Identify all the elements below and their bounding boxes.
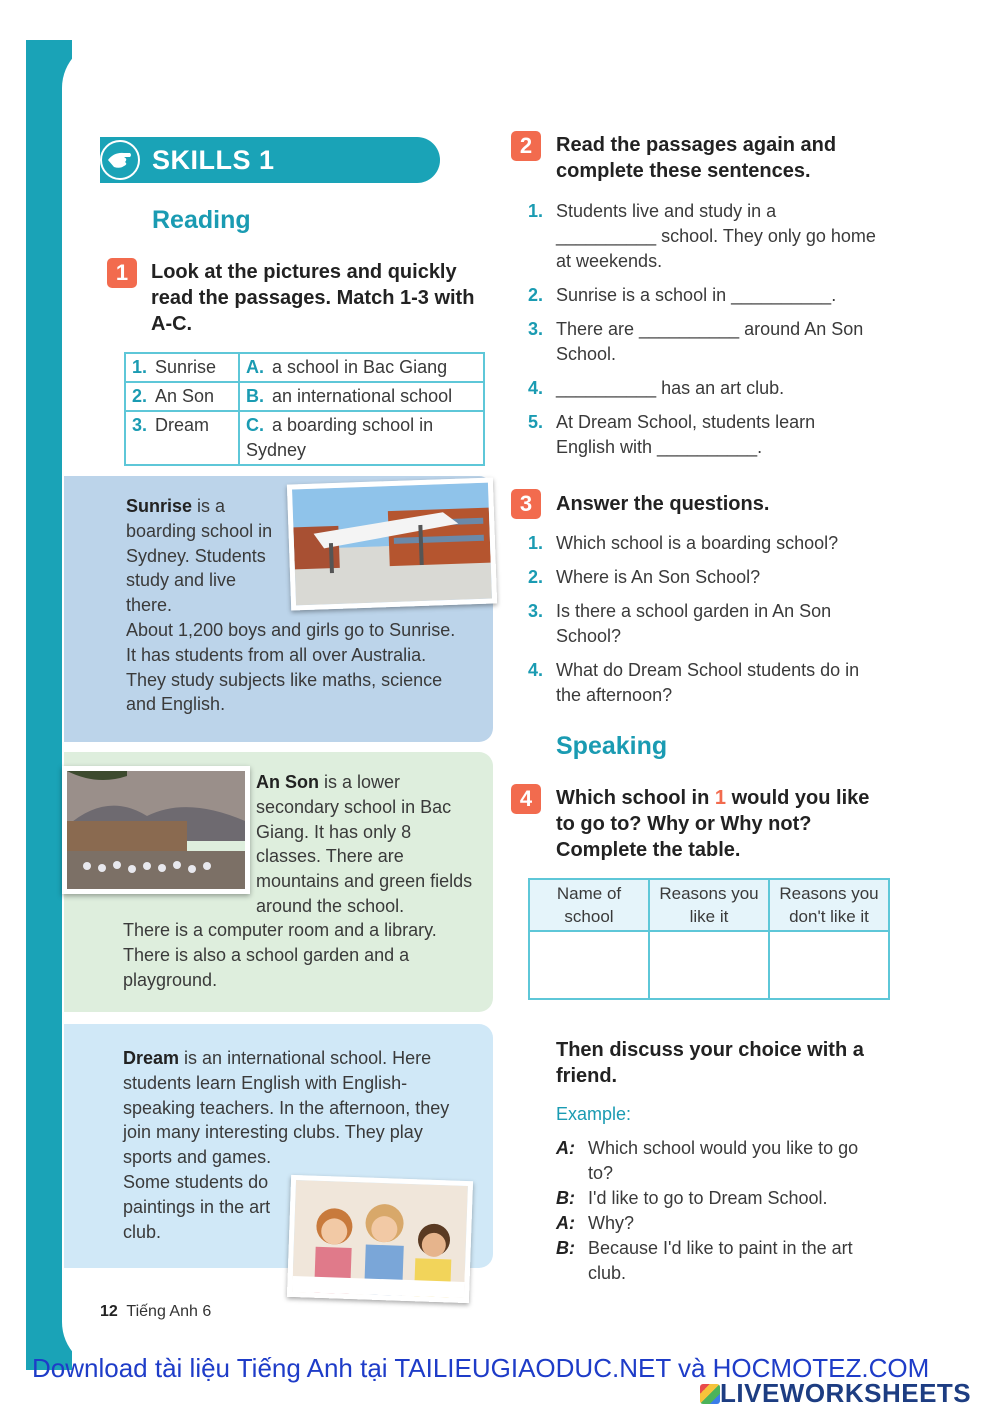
row-number: 1. (132, 357, 148, 377)
task4-badge: 4 (511, 784, 541, 814)
liveworksheets-icon (700, 1384, 720, 1404)
example-label: Example: (556, 1104, 632, 1124)
dream-intro (123, 1046, 468, 1170)
school-description: an international school (272, 386, 453, 406)
row-number: 2. (132, 386, 148, 406)
task3-instruction: Answer the questions. (556, 493, 770, 515)
task2-badge: 2 (511, 131, 541, 161)
column-header: Reasons you don't like it (769, 879, 889, 931)
list-item: 4. __________ has an art club. (528, 378, 785, 398)
list-item: 1. Students live and study in a __________ school. They only go home at weekends. (528, 201, 876, 271)
answer-cell[interactable] (769, 931, 889, 999)
dialog-line: B: I'd like to go to Dream School. (556, 1186, 876, 1211)
anson-intro (256, 770, 476, 919)
list-item: 1. Which school is a boarding school? (528, 533, 839, 553)
match-table (124, 352, 485, 466)
reading-title: Reading (152, 206, 251, 234)
sunrise-name: Sunrise (126, 496, 193, 516)
task4-instruction: Which school in 1 would you like to go to? Why or Why not? Complete the table. (556, 787, 870, 861)
example-dialog (556, 1136, 876, 1286)
reasons-table (528, 878, 890, 1000)
page-number: 12 (100, 1303, 118, 1320)
dream-photo (287, 1175, 473, 1303)
sunrise-text: About 1,200 boys and girls go to Sunrise. It has students from all over Australia. They study subjects like maths, science and English. (126, 620, 456, 715)
task3-list (528, 531, 878, 717)
liveworksheets-logo (700, 1378, 971, 1409)
list-item: 2. Where is An Son School? (528, 567, 761, 587)
school-name: An Son (155, 386, 215, 406)
page-footer (100, 1303, 211, 1321)
task1-badge: 1 (107, 258, 137, 288)
row-letter: B. (246, 386, 264, 406)
task2-instruction: Read the passages again and complete these sentences. (556, 134, 837, 182)
task3-badge: 3 (511, 489, 541, 519)
list-item: 4. What do Dream School students do in the afternoon? (528, 660, 860, 705)
speaker-label: B: (556, 1238, 575, 1258)
speaker-label: B: (556, 1188, 575, 1208)
row-number: 3. (132, 415, 148, 435)
anson-intro-text: is a lower secondary school in Bac Giang. It has only 8 classes. There are mountains and green fields around the school. (256, 772, 473, 916)
column-header: Name of school (529, 879, 649, 931)
dialog-line: A: Which school would you like to go to? (556, 1136, 876, 1186)
row-letter: C. (246, 415, 264, 435)
anson-name: An Son (256, 772, 319, 792)
table-row (125, 382, 484, 411)
row-letter: A. (246, 357, 264, 377)
school-description: a boarding school in Sydney (246, 415, 434, 460)
task-reference: 1 (714, 787, 727, 809)
speaking-title: Speaking (556, 732, 668, 760)
answer-cell[interactable] (529, 931, 649, 999)
download-link[interactable]: Download tài liệu Tiếng Anh tại TAILIEUGIAODUC.NET và HOCMOTEZ.COM (32, 1353, 930, 1383)
list-item: 3. Is there a school garden in An Son School? (528, 601, 832, 646)
answer-cell[interactable] (649, 931, 769, 999)
sunrise-intro-text: is a boarding school in Sydney. Students study and live there. (126, 496, 273, 616)
dialog-line: B: Because I'd like to paint in the art club. (556, 1236, 876, 1286)
anson-photo (62, 766, 250, 894)
sunrise-intro (126, 494, 286, 618)
speaker-label: A: (556, 1138, 575, 1158)
table-row (125, 353, 484, 382)
school-description: a school in Bac Giang (272, 357, 448, 377)
list-item: 3. There are __________ around An Son School. (528, 319, 864, 364)
column-header: Reasons you like it (649, 879, 769, 931)
list-item: 2. Sunrise is a school in __________. (528, 285, 837, 305)
task1-instruction: Look at the pictures and quickly read the passages. Match 1-3 with A-C. (151, 261, 475, 335)
school-name: Dream (155, 415, 210, 435)
dream-text: Some students do paintings in the art club. (123, 1172, 271, 1242)
table-row (529, 931, 889, 999)
hand-pointer-icon (100, 140, 140, 180)
speaker-label: A: (556, 1213, 575, 1233)
list-item: 5. At Dream School, students learn English with __________. (528, 412, 816, 457)
brand-text: LIVEWORKSHEETS (720, 1378, 972, 1408)
book-title: Tiếng Anh 6 (126, 1303, 212, 1320)
task2-list (528, 199, 878, 469)
dialog-line: A: Why? (556, 1211, 876, 1236)
skills-title: SKILLS 1 (152, 145, 275, 175)
dream-name: Dream (123, 1048, 180, 1068)
dream-intro-text: is an international school. Here students learn English with English-speaking teachers. In the afternoon, they join many interesting clubs. They play sports and games. (123, 1048, 450, 1168)
table-header-row (529, 879, 889, 931)
table-row (125, 411, 484, 465)
sunrise-photo (287, 477, 497, 610)
school-name: Sunrise (155, 357, 217, 377)
discuss-instruction: Then discuss your choice with a friend. (556, 1039, 864, 1087)
anson-text: There is a computer room and a library. There is also a school garden and a playground. (123, 920, 437, 990)
